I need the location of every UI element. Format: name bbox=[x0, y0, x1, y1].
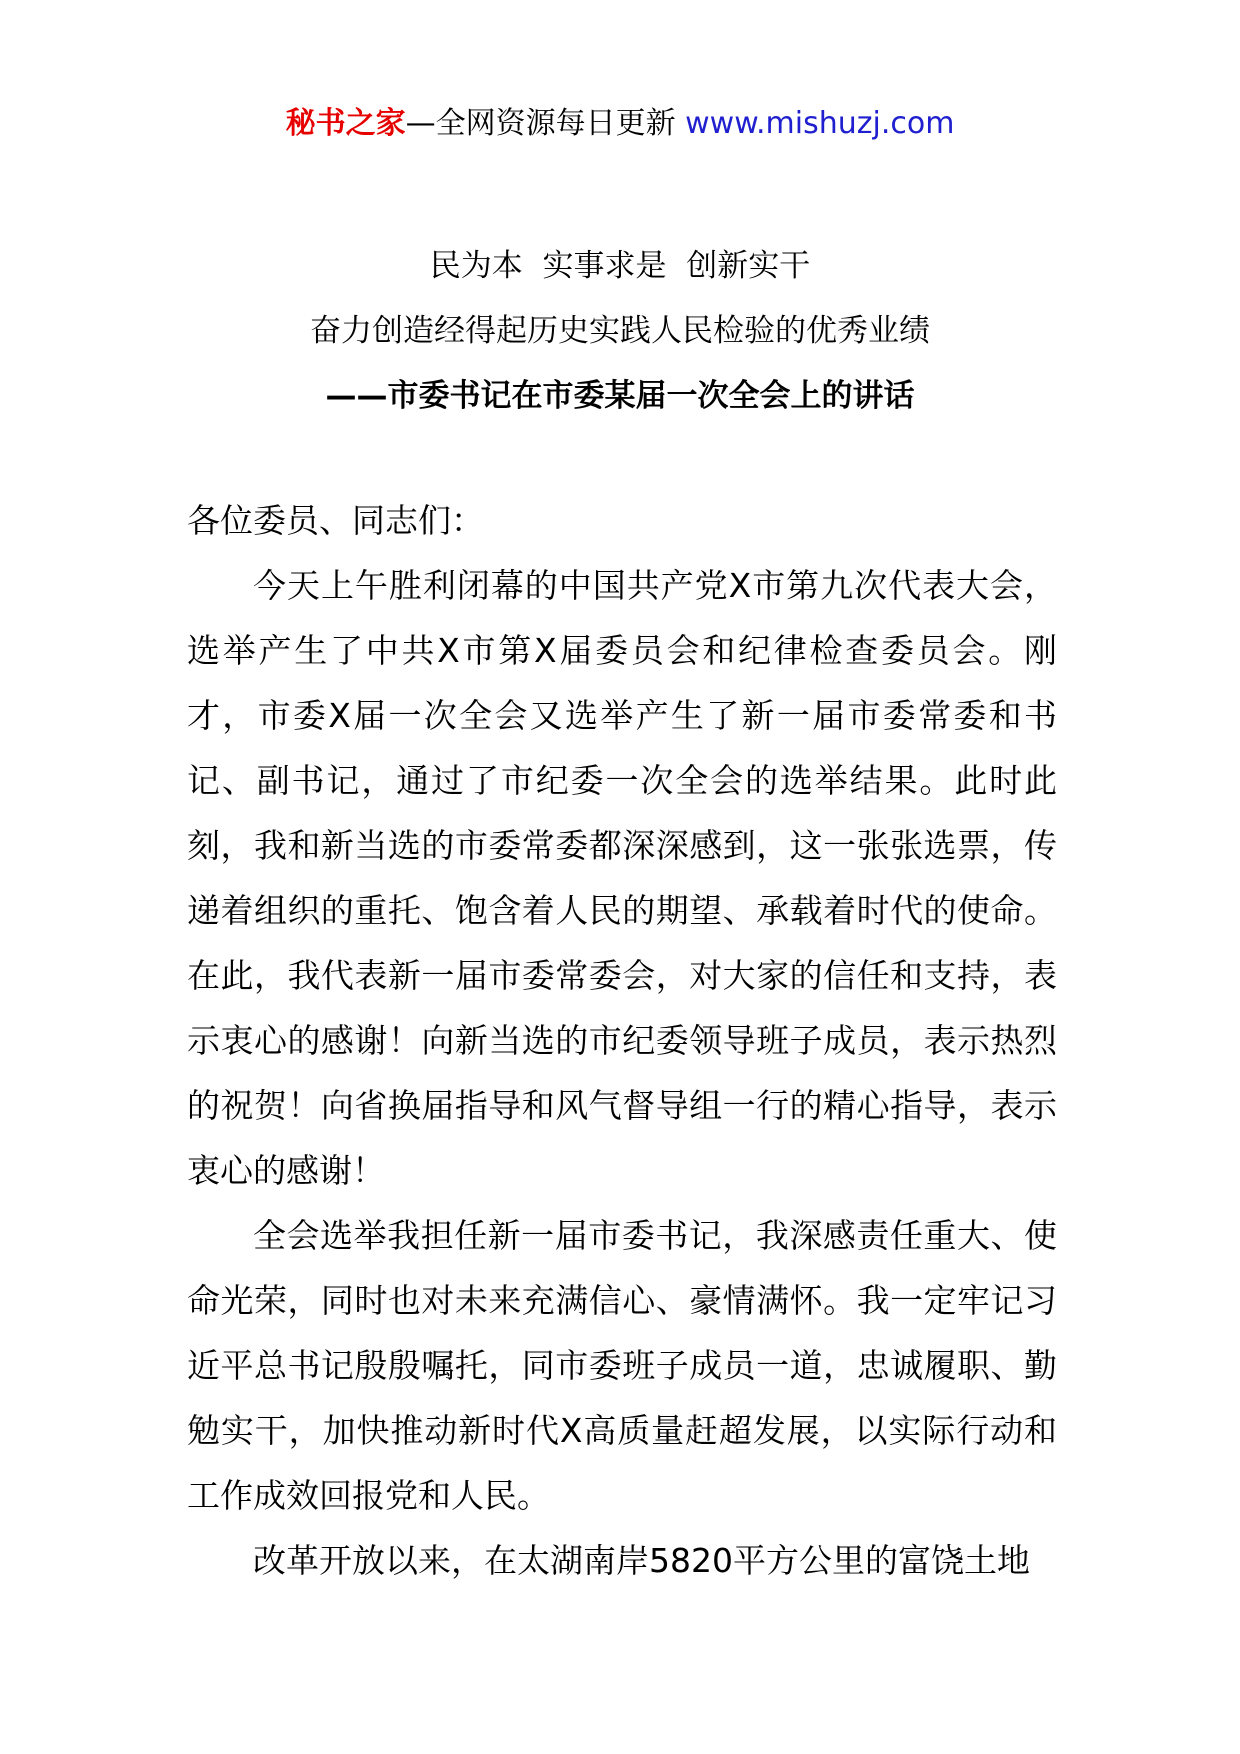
site-url-link[interactable]: www.mishuzj.com bbox=[685, 106, 955, 141]
title-block bbox=[0, 234, 1240, 429]
speech-body bbox=[187, 488, 1057, 1593]
title-line-2: 奋力创造经得起历史实践人民检验的优秀业绩 bbox=[310, 313, 930, 349]
paragraph-2: 全会选举我担任新一届市委书记，我深感责任重大、使命光荣，同时也对未来充满信心、豪情满怀。我一定牢记习近平总书记殷殷嘱托，同市委班子成员一道，忠诚履职、勤勉实干，加快推动新时代X高质量赶超发展，以实际行动和工作成效回报党和人民。 bbox=[187, 1216, 1057, 1515]
salutation: 各位委员、同志们： bbox=[187, 501, 484, 540]
brand-name: 秘书之家 bbox=[285, 106, 406, 141]
title-line-1: 民为本 实事求是 创新实干 bbox=[429, 248, 811, 284]
site-header bbox=[0, 104, 1240, 144]
subtitle-speech: ——市委书记在市委某届一次全会上的讲话 bbox=[325, 378, 915, 414]
paragraph-1: 今天上午胜利闭幕的中国共产党X市第九次代表大会，选举产生了中共X市第X届委员会和纪律检查委员会。刚才，市委X届一次全会又选举产生了新一届市委常委和书记、副书记，通过了市纪委一次全会的选举结果。此时此刻，我和新当选的市委常委都深深感到，这一张张选票，传递着组织的重托、饱含着人民的期望、承载着时代的使命。在此，我代表新一届市委常委会，对大家的信任和支持，表示衷心的感谢！向新当选的市纪委领导班子成员，表示热烈的祝贺！向省换届指导和风气督导组一行的精心指导，表示衷心的感谢！ bbox=[187, 566, 1057, 1190]
header-tagline: —全网资源每日更新 bbox=[405, 106, 676, 141]
paragraph-3: 改革开放以来，在太湖南岸5820平方公里的富饶土地 bbox=[253, 1541, 1030, 1580]
